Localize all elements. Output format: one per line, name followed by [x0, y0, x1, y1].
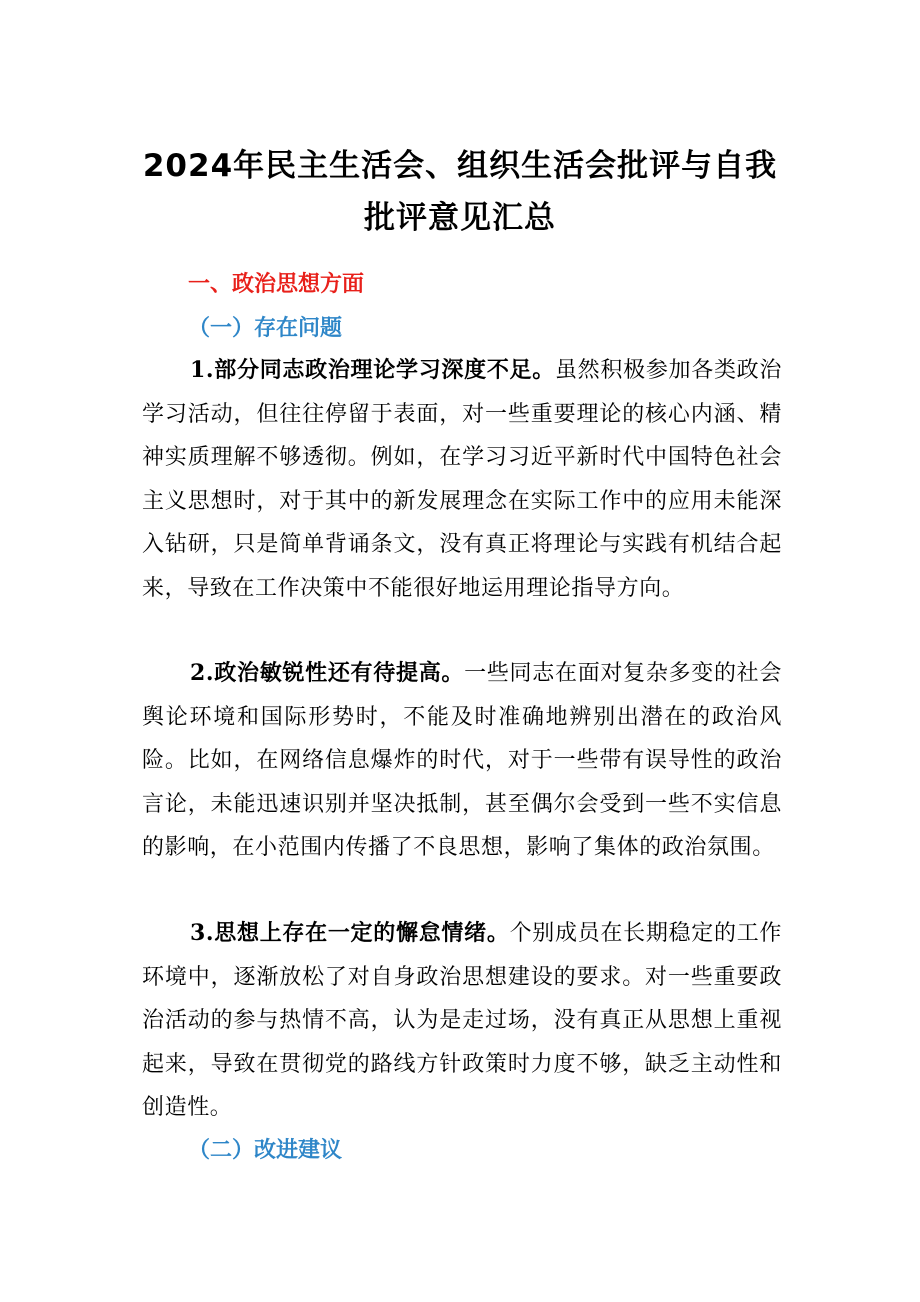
section-heading-political-thought: 一、政治思想方面 [188, 272, 365, 297]
document-title: 2024年民主生活会、组织生活会批评与自我批评意见汇总 [142, 148, 778, 236]
paragraph-item-2 [142, 652, 782, 870]
paragraph-item-1 [142, 349, 782, 610]
item-1-text: 虽然积极参加各类政治学习活动，但往往停留于表面，对一些重要理论的核心内涵、精神实质理解不够透彻。例如，在学习习近平新时代中国特色社会主义思想时，对于其中的新发展理念在实际工作中的应用未能深入钻研，只是简单背诵条文，没有真正将理论与实践有机结合起来，导致在工作决策中不能很好地运用理论指导方向。 [142, 358, 782, 601]
item-2-lead: 2.政治敏锐性还有待提高。 [190, 660, 465, 686]
sub-heading-problems: （一）存在问题 [188, 315, 343, 341]
sub-heading-suggestions: （二）改进建议 [188, 1137, 343, 1163]
item-3-lead: 3.思想上存在一定的懈怠情绪。 [190, 920, 510, 946]
item-2-text: 一些同志在面对复杂多变的社会舆论环境和国际形势时，不能及时准确地辨别出潜在的政治风险。比如，在网络信息爆炸的时代，对于一些带有误导性的政治言论，未能迅速识别并坚决抵制，甚至偶尔会受到一些不实信息的影响，在小范围内传播了不良思想，影响了集体的政治氛围。 [142, 661, 782, 860]
item-3-text: 个别成员在长期稳定的工作环境中，逐渐放松了对自身政治思想建设的要求。对一些重要政治活动的参与热情不高，认为是走过场，没有真正从思想上重视起来，导致在贯彻党的路线方针政策时力度不够，缺乏主动性和创造性。 [142, 921, 783, 1120]
paragraph-item-3 [142, 912, 782, 1130]
item-1-lead: 1.部分同志政治理论学习深度不足。 [190, 357, 555, 383]
